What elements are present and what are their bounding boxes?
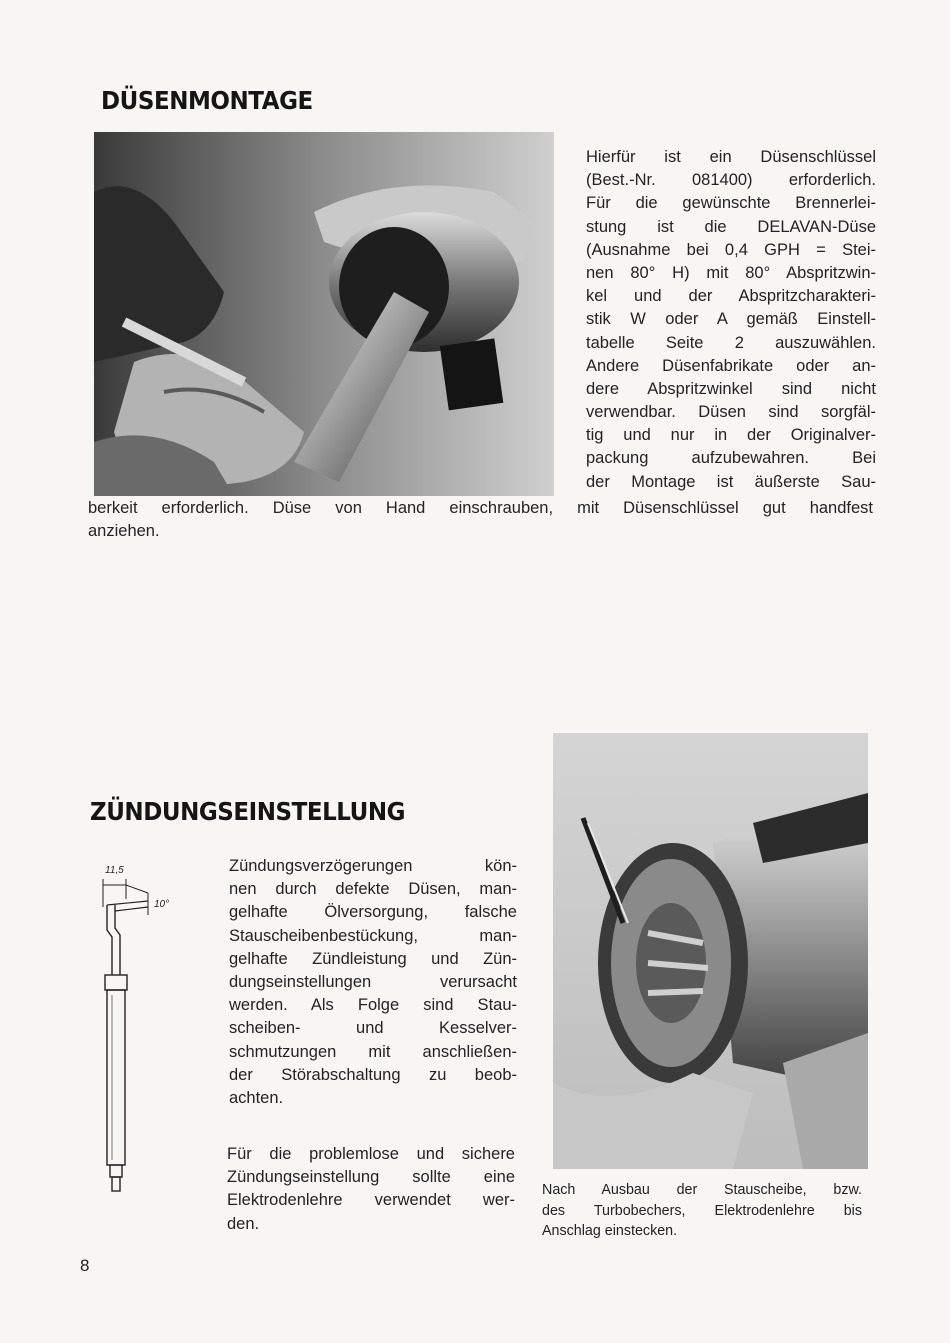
caption-line: des Turbobechers, Elektrodenlehre bis [542, 1202, 862, 1219]
text-line: berkeit erforderlich. Düse von Hand einschrauben, mit Düsenschlüssel gut handfest [88, 499, 873, 517]
text-line: Zündungsverzögerungen kön- [229, 857, 517, 875]
text-line: werden. Als Folge sind Stau- [229, 996, 517, 1015]
text-line: achten. [229, 1088, 284, 1107]
section2-paragraph-1 [229, 855, 517, 1110]
text-line: den. [227, 1214, 260, 1233]
text-line: schmutzungen mit anschließen- [229, 1042, 517, 1061]
electrode-gauge-drawing [90, 855, 200, 1200]
text-line: der Montage ist äußerste Sau- [586, 472, 876, 491]
text-line: Für die gewünschte Brennerlei- [586, 194, 876, 213]
text-line: der Störabschaltung zu beob- [229, 1065, 517, 1084]
text-line: kel und der Abspritzcharakteri- [586, 287, 876, 306]
heading-zuendungseinstellung: ZÜNDUNGSEINSTELLUNG [90, 797, 406, 826]
text-line: tig und nur in der Originalver- [586, 426, 876, 445]
text-line: (Best.-Nr. 081400) erforderlich. [586, 171, 876, 190]
caption-line: Nach Ausbau der Stauscheibe, bzw. [542, 1182, 862, 1198]
text-line: verwendbar. Düsen sind sorgfäl- [586, 403, 876, 422]
section2-paragraph-2 [227, 1143, 515, 1236]
text-line: gelhafte Zündleistung und Zün- [229, 949, 517, 968]
text-line: packung aufzubewahren. Bei [586, 449, 876, 468]
photo-caption [542, 1180, 862, 1242]
caption-line: Anschlag einstecken. [542, 1223, 678, 1239]
text-line: dungseinstellungen verursacht [229, 972, 517, 991]
page-number: 8 [80, 1256, 90, 1275]
text-line: nen 80° H) mit 80° Abspritzwin- [586, 263, 876, 282]
text-line: Für die problemlose und sichere [227, 1145, 515, 1163]
heading-duesenmontage: DÜSENMONTAGE [101, 86, 313, 115]
text-line: tabelle Seite 2 auszuwählen. [586, 333, 876, 352]
text-line: dere Abspritzwinkel sind nicht [586, 379, 876, 398]
dim-angle-label: 10° [154, 899, 170, 910]
text-line: Zündungseinstellung sollte eine [227, 1168, 515, 1187]
text-line: scheiben- und Kesselver- [229, 1019, 517, 1038]
text-line: Elektrodenlehre verwendet wer- [227, 1191, 515, 1210]
nozzle-mounting-photo-illustration [94, 132, 554, 496]
text-line: nen durch defekte Düsen, man- [229, 880, 517, 899]
text-line: anziehen. [88, 522, 160, 541]
text-line: stung ist die DELAVAN-Düse [586, 217, 876, 236]
photo-electrode-gauge [553, 733, 868, 1169]
text-line: stik W oder A gemäß Einstell- [586, 310, 876, 329]
text-line: Hierfür ist ein Düsenschlüssel [586, 148, 876, 166]
electrode-gauge-diagram [90, 855, 200, 1200]
text-line: (Ausnahme bei 0,4 GPH = Stei- [586, 240, 876, 259]
photo-nozzle-mounting [94, 132, 554, 496]
dim-length-label: 11,5 [105, 865, 124, 876]
section1-wrapped-text [586, 146, 876, 494]
text-line: gelhafte Ölversorgung, falsche [229, 903, 517, 922]
text-line: Andere Düsenfabrikate oder an- [586, 356, 876, 375]
electrode-gauge-photo-illustration [553, 733, 868, 1169]
text-line: Stauscheibenbestückung, man- [229, 926, 517, 945]
section1-full-width-text [88, 497, 873, 543]
